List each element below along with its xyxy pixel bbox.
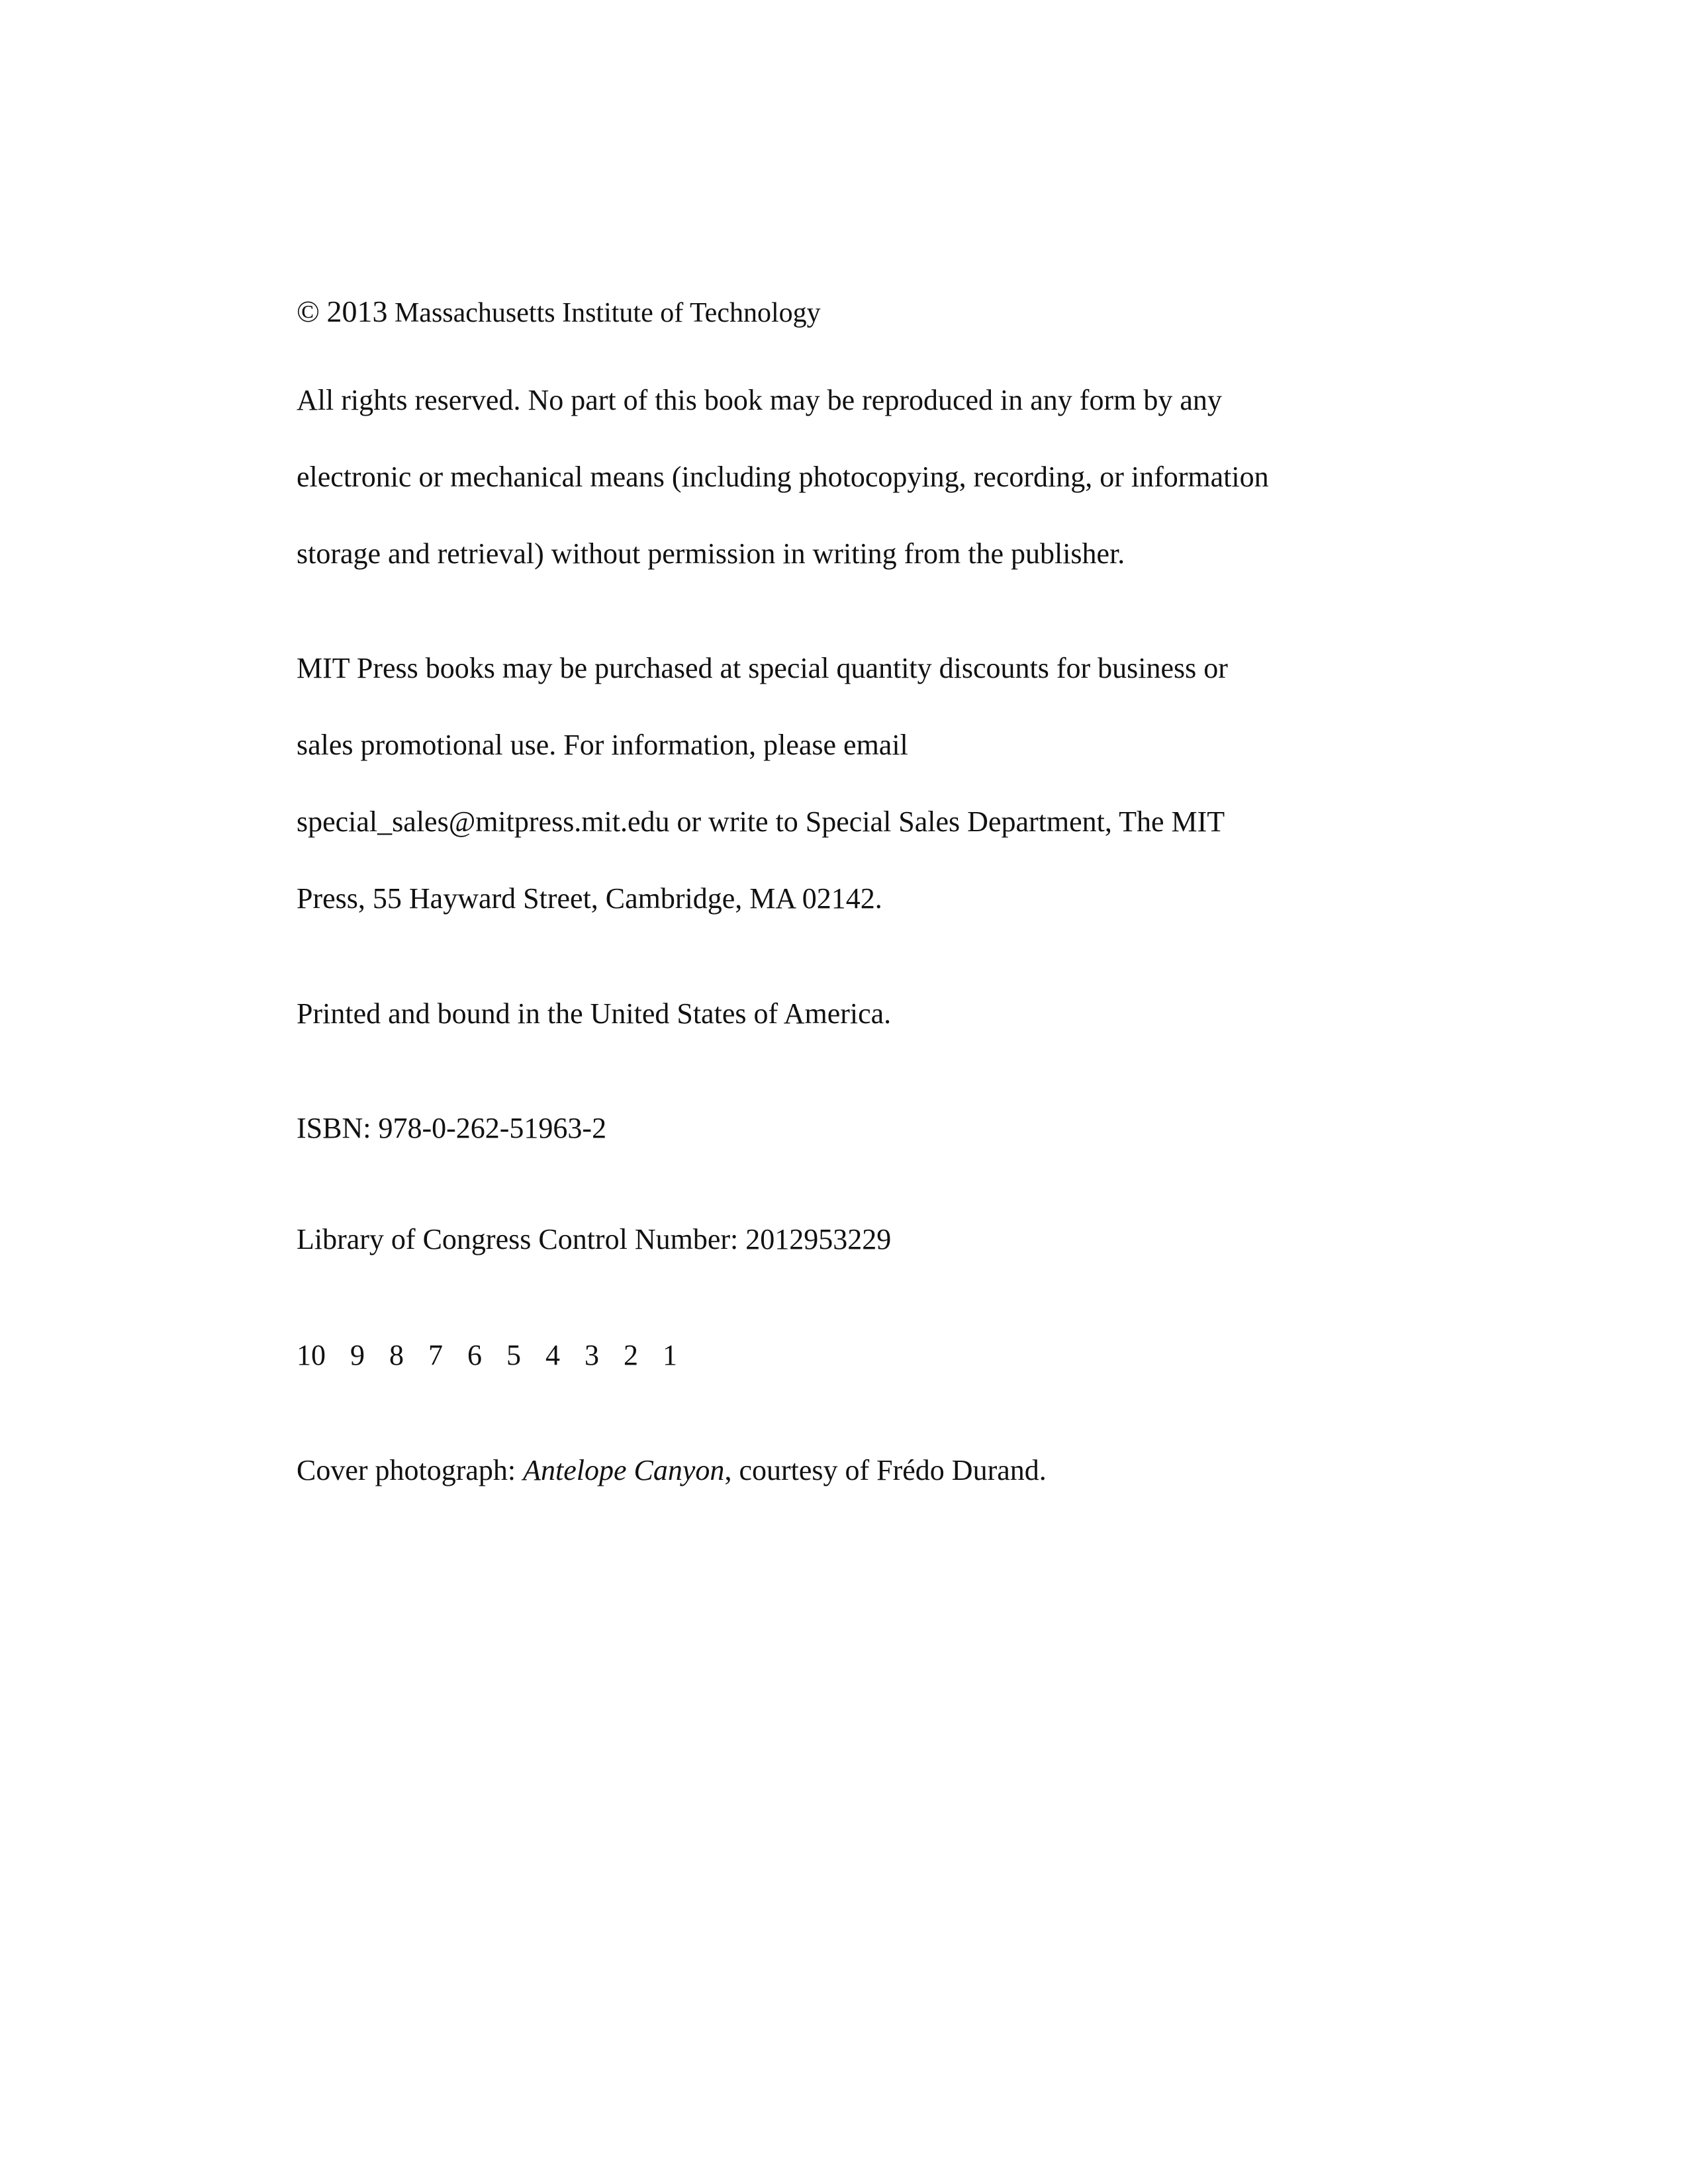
cover-credit-suffix: , courtesy of Frédo Durand. (724, 1454, 1047, 1486)
rights-line-2: electronic or mechanical means (including photocopying, recording, or information (297, 461, 1269, 493)
rights-line-1: All rights reserved. No part of this book may be reproduced in any form by any (297, 384, 1222, 416)
printed-statement: Printed and bound in the United States of America. (297, 997, 892, 1030)
sales-line-3-text: or write to Special Sales Department, The MIT (669, 805, 1225, 838)
sales-email[interactable]: special_sales@mitpress.mit.edu (297, 805, 670, 838)
print-number: 8 (389, 1339, 404, 1371)
print-number: 3 (585, 1339, 599, 1371)
sales-line-3 (297, 807, 1225, 837)
copyright-holder: Massachusetts Institute of Technology (394, 298, 821, 328)
cover-credit (297, 1456, 1047, 1485)
print-number: 4 (545, 1339, 560, 1371)
print-number: 6 (467, 1339, 482, 1371)
print-number: 9 (350, 1339, 365, 1371)
copyright-year: 2013 (326, 295, 388, 328)
lccn: Library of Congress Control Number: 2012953229 (297, 1223, 892, 1255)
sales-address: Press, 55 Hayward Street, Cambridge, MA 02142. (297, 882, 882, 915)
print-line-numbers (297, 1341, 677, 1370)
cover-photo-title: Antelope Canyon (523, 1454, 725, 1486)
sales-line-2: sales promotional use. For information, please email (297, 729, 908, 761)
print-number: 2 (624, 1339, 638, 1371)
print-number: 10 (297, 1339, 326, 1371)
print-number: 5 (506, 1339, 521, 1371)
cover-credit-prefix: Cover photograph: (297, 1454, 524, 1486)
sales-line-1: MIT Press books may be purchased at special quantity discounts for business or (297, 652, 1228, 684)
print-number: 1 (663, 1339, 677, 1371)
print-number: 7 (428, 1339, 443, 1371)
rights-line-3: storage and retrieval) without permission in writing from the publisher. (297, 537, 1125, 570)
isbn: ISBN: 978-0-262-51963-2 (297, 1112, 607, 1144)
copyright-symbol: © (297, 295, 320, 328)
copyright-notice (297, 296, 821, 327)
